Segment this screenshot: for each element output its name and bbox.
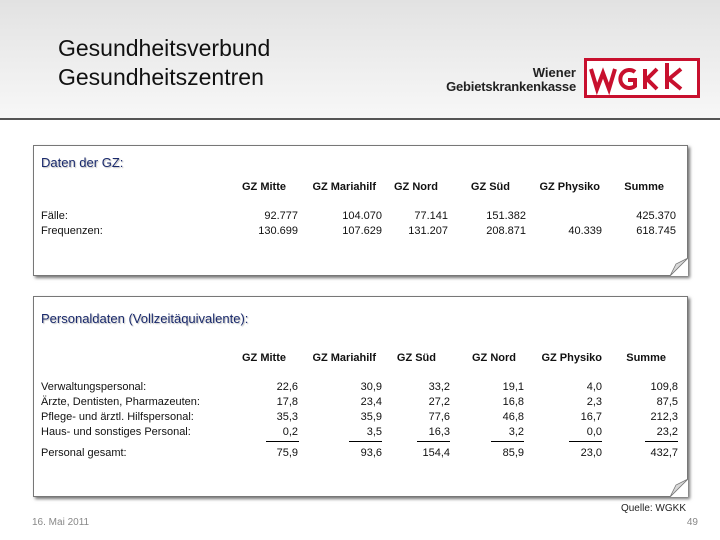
gz-col-header: GZ Süd: [470, 181, 510, 193]
gz-col-header: GZ Mitte: [242, 181, 286, 193]
personnel-cell: 3,2: [508, 426, 524, 438]
personnel-col-header: GZ Mariahilf: [312, 352, 376, 364]
gz-row-label: Frequenzen:: [41, 225, 103, 237]
personnel-cell: 46,8: [502, 411, 524, 423]
personnel-cell: 16,8: [502, 396, 524, 408]
gz-cell: 107.629: [342, 225, 382, 237]
gz-col-header: Summe: [624, 181, 664, 193]
sum-separator: [417, 441, 450, 442]
personnel-cell: 0,0: [586, 426, 602, 438]
personnel-cell: 23,2: [656, 426, 678, 438]
personnel-cell: 77,6: [428, 411, 450, 423]
page-curl-icon: [670, 479, 688, 497]
personnel-cell: 19,1: [502, 381, 524, 393]
sum-separator: [569, 441, 602, 442]
gz-col-header: GZ Nord: [394, 181, 438, 193]
wgkk-logo-icon: [584, 58, 700, 98]
gz-cell: 104.070: [342, 210, 382, 222]
header-divider: [0, 118, 720, 120]
gz-data-panel: [33, 145, 688, 276]
personnel-cell: 87,5: [656, 396, 678, 408]
personnel-cell: 109,8: [650, 381, 678, 393]
gz-cell: 40.339: [568, 225, 602, 237]
personnel-cell: 35,3: [276, 411, 298, 423]
personnel-cell: 17,8: [276, 396, 298, 408]
personnel-total-cell: 432,7: [650, 447, 678, 459]
title-line-1: Gesundheitsverbund: [58, 35, 271, 61]
personnel-row-label: Ärzte, Dentisten, Pharmazeuten:: [41, 396, 200, 408]
personnel-row-label: Pflege- und ärztl. Hilfspersonal:: [41, 411, 194, 423]
sum-separator: [349, 441, 382, 442]
personnel-cell: 3,5: [366, 426, 382, 438]
personnel-col-header: GZ Mitte: [242, 352, 286, 364]
personnel-row-label: Haus- und sonstiges Personal:: [41, 426, 191, 438]
personnel-col-header: GZ Nord: [472, 352, 516, 364]
personnel-cell: 27,2: [428, 396, 450, 408]
personnel-cell: 16,7: [580, 411, 602, 423]
sum-separator: [645, 441, 678, 442]
gz-cell: 425.370: [636, 210, 676, 222]
personnel-total-cell: 23,0: [580, 447, 602, 459]
personnel-cell: 212,3: [650, 411, 678, 423]
sum-separator: [266, 441, 299, 442]
personnel-cell: 23,4: [360, 396, 382, 408]
personnel-cell: 16,3: [428, 426, 450, 438]
gz-cell: 131.207: [408, 225, 448, 237]
gz-cell: 77.141: [414, 210, 448, 222]
logo-wordmark: [436, 66, 576, 94]
personnel-row-label: Verwaltungspersonal:: [41, 381, 147, 393]
gz-cell: 208.871: [486, 225, 526, 237]
slide-date: 16. Mai 2011: [32, 517, 90, 528]
personnel-cell: 35,9: [360, 411, 382, 423]
personnel-cell: 22,6: [276, 381, 298, 393]
gz-col-header: GZ Mariahilf: [312, 181, 376, 193]
gz-cell: 618.745: [636, 225, 676, 237]
personnel-data-panel: [33, 296, 688, 497]
title-line-2: Gesundheitszentren: [58, 64, 264, 90]
personnel-cell: 4,0: [586, 381, 602, 393]
personnel-col-header: GZ Physiko: [541, 352, 602, 364]
page-number: 49: [686, 517, 698, 528]
gz-col-header: GZ Physiko: [539, 181, 600, 193]
logo-word-gebietskrankenkasse: Gebietskrankenkasse: [446, 79, 576, 94]
personnel-total-cell: 85,9: [502, 447, 524, 459]
gz-cell: 130.699: [258, 225, 298, 237]
personnel-col-header: Summe: [626, 352, 666, 364]
logo-word-wiener: Wiener: [532, 65, 576, 80]
personnel-total-cell: 75,9: [276, 447, 298, 459]
personnel-panel-title: Personaldaten (Vollzeitäquivalente):: [41, 311, 249, 326]
gz-row-label: Fälle:: [41, 210, 68, 222]
personnel-col-header: GZ Süd: [396, 352, 436, 364]
personnel-cell: 2,3: [586, 396, 602, 408]
gz-panel-title: Daten der GZ:: [41, 155, 124, 170]
page-curl-icon: [670, 258, 688, 276]
personnel-total-label: Personal gesamt:: [41, 447, 127, 459]
personnel-cell: 33,2: [428, 381, 450, 393]
gz-cell: 92.777: [264, 210, 298, 222]
gz-cell: 151.382: [486, 210, 526, 222]
personnel-cell: 0,2: [282, 426, 298, 438]
source-note: Quelle: WGKK: [620, 503, 686, 514]
sum-separator: [491, 441, 524, 442]
personnel-cell: 30,9: [360, 381, 382, 393]
personnel-total-cell: 93,6: [360, 447, 382, 459]
personnel-total-cell: 154,4: [422, 447, 450, 459]
slide-title: [58, 34, 270, 92]
